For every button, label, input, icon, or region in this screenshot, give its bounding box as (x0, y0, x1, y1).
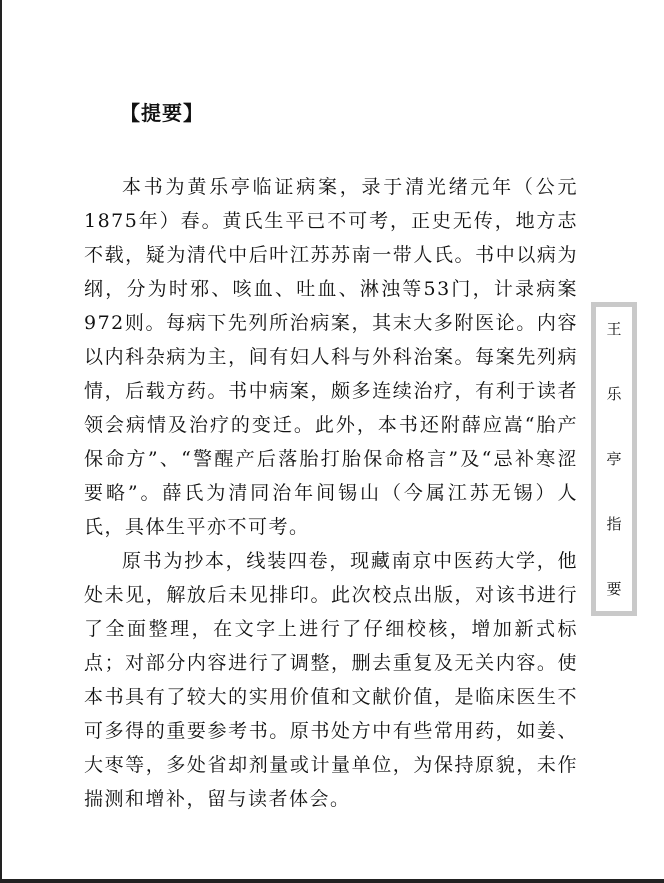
thumb-tab-char: 亭 (606, 450, 622, 468)
paragraph: 本书为黄乐亭临证病案，录于清光绪元年（公元1875年）春。黄氏生平已不可考，正史无传，地方志不载，疑为清代中后叶江苏苏南一带人氏。书中以病为纲，分为时邪、咳血、吐血、淋浊等53门，计录病案972则。每病下先列所治病案，其末大多附医论。内容以内科杂病为主，间有妇人科与外科治案。每案先列病情，后载方药。书中病案，颇多连续治疗，有利于读者领会病情及治疗的变迁。此外，本书还附薛应嵩“胎产保命方”、“警醒产后落胎打胎保命格言”及“忌补寒涩要略”。薛氏为清同治年间锡山（今属江苏无锡）人氏，具体生平亦不可考。 (84, 176, 578, 538)
paragraph: 原书为抄本，线装四卷，现藏南京中医药大学，他处未见，解放后未见排印。此次校点出版，对该书进行了全面整理，在文字上进行了仔细校核，增加新式标点；对部分内容进行了调整，删去重复及无关内容。使本书具有了较大的实用价值和文献价值，是临床医生不可多得的重要参考书。原书处方中有些常用药，如姜、大枣等，多处省却剂量或计量单位，为保持原貌，未作揣测和增补，留与读者体会。 (84, 550, 578, 810)
body-text (84, 170, 578, 816)
thumb-tab-char: 王 (606, 320, 622, 338)
thumb-tab-char: 乐 (606, 385, 622, 403)
section-heading: 【提要】 (120, 101, 204, 125)
thumb-tab-char: 要 (606, 580, 622, 598)
thumb-tab-char: 指 (606, 515, 622, 533)
bottom-rule (0, 879, 664, 883)
thumb-index-tab (591, 302, 637, 616)
